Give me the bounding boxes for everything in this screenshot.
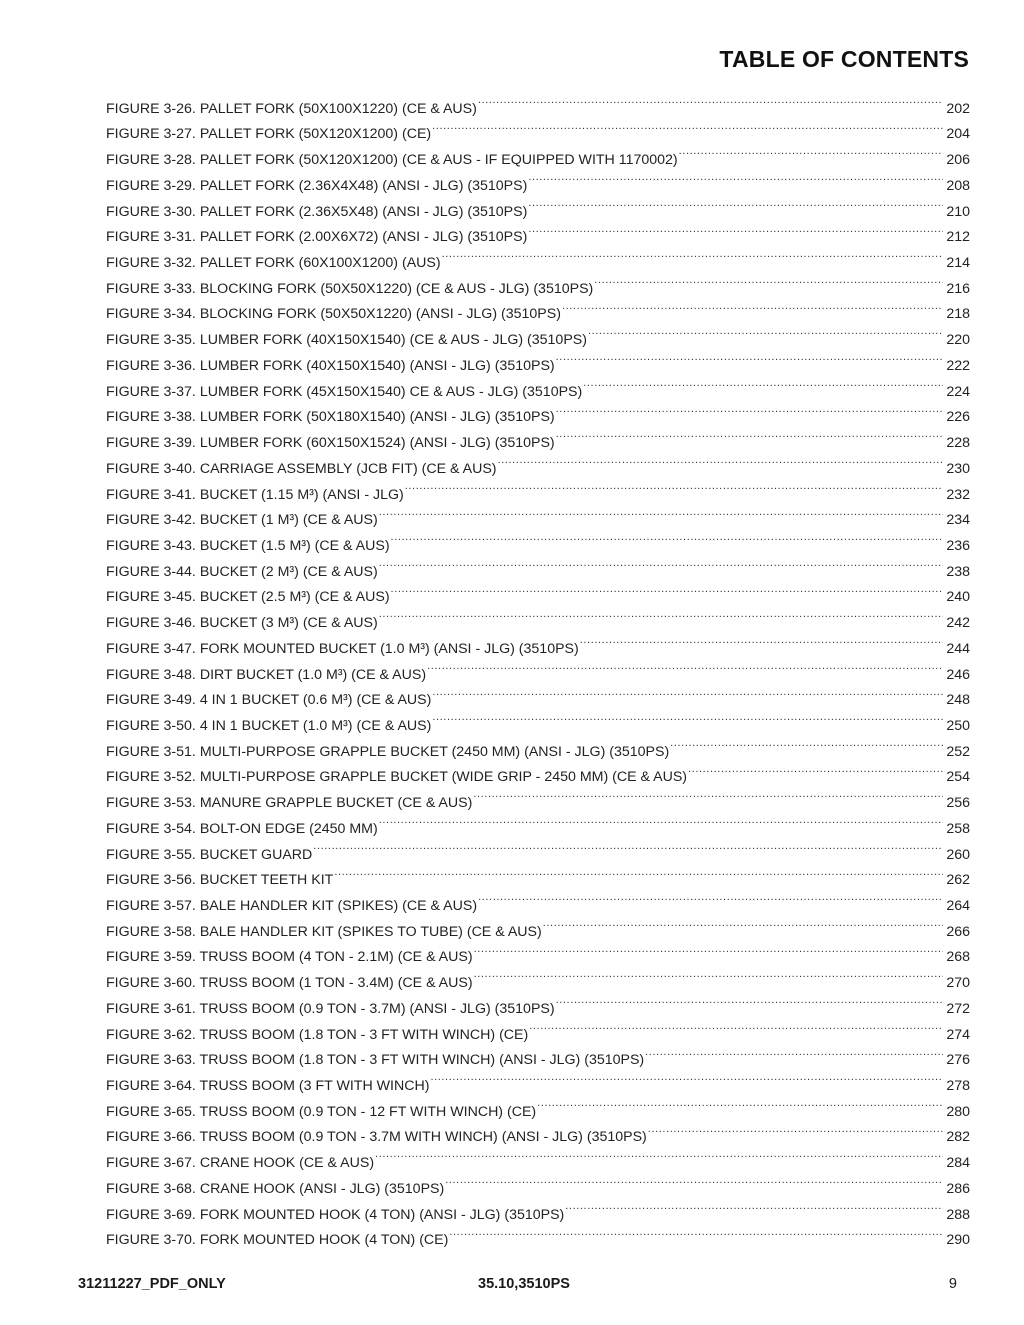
toc-entry-page-number: 274 <box>946 1026 970 1043</box>
toc-entry-page-number: 236 <box>946 537 970 554</box>
toc-entry-title: FIGURE 3-46. BUCKET (3 M³) (CE & AUS) <box>106 615 378 632</box>
toc-entry-page-number: 216 <box>946 280 970 297</box>
toc-entry-title: FIGURE 3-38. LUMBER FORK (50X180X1540) (ANSI - JLG) (3510PS) <box>106 409 555 426</box>
toc-entry-page-number: 260 <box>946 846 970 863</box>
toc-entry-title: FIGURE 3-51. MULTI-PURPOSE GRAPPLE BUCKET (2450 MM) (ANSI - JLG) (3510PS) <box>106 743 670 760</box>
toc-entry-page-number: 228 <box>946 435 970 452</box>
dot-leader <box>391 576 944 602</box>
toc-entry-page-number: 224 <box>946 383 970 400</box>
toc-entry-page-number: 240 <box>946 589 970 606</box>
dot-leader <box>442 241 944 267</box>
toc-entry-page-number: 218 <box>946 306 970 323</box>
dot-leader <box>556 344 944 370</box>
toc-entry-title: FIGURE 3-57. BALE HANDLER KIT (SPIKES) (CE & AUS) <box>106 898 478 914</box>
dot-leader <box>529 1013 943 1039</box>
dot-leader <box>648 1116 944 1142</box>
dot-leader <box>537 1090 943 1116</box>
dot-leader <box>474 936 944 962</box>
toc-entry-title: FIGURE 3-34. BLOCKING FORK (50X50X1220) (ANSI - JLG) (3510PS) <box>106 306 561 323</box>
toc-entry-title: FIGURE 3-68. CRANE HOOK (ANSI - JLG) (3510PS) <box>106 1180 445 1197</box>
dot-leader <box>679 138 944 164</box>
toc-entry-title: FIGURE 3-26. PALLET FORK (50X100X1220) (CE & AUS) <box>106 100 477 117</box>
toc-entry-page-number: 258 <box>946 820 970 837</box>
dot-leader <box>375 1141 943 1167</box>
toc-entry-title: FIGURE 3-48. DIRT BUCKET (1.0 M³) (CE & AUS) <box>106 666 427 683</box>
toc-entry-page-number: 264 <box>946 898 970 914</box>
toc-entry-title: FIGURE 3-40. CARRIAGE ASSEMBLY (JCB FIT) (CE & AUS) <box>106 460 497 477</box>
dot-leader <box>594 267 943 293</box>
toc-entry-title: FIGURE 3-49. 4 IN 1 BUCKET (0.6 M³) (CE & AUS) <box>106 692 432 709</box>
toc-entry-page-number: 262 <box>946 872 970 889</box>
toc-entry-title: FIGURE 3-50. 4 IN 1 BUCKET (1.0 M³) (CE & AUS) <box>106 717 432 734</box>
dot-leader <box>528 190 943 216</box>
dot-leader <box>313 833 943 859</box>
toc-entry-page-number: 252 <box>946 743 970 760</box>
toc-entry-title: FIGURE 3-65. TRUSS BOOM (0.9 TON - 12 FT WITH WINCH) (CE) <box>106 1103 537 1120</box>
dot-leader <box>543 910 944 936</box>
toc-entry-page-number: 222 <box>946 357 970 374</box>
toc-entry-page-number: 270 <box>946 975 970 992</box>
toc-entry-title: FIGURE 3-45. BUCKET (2.5 M³) (CE & AUS) <box>106 589 390 606</box>
toc-entry-page-number: 278 <box>946 1078 970 1095</box>
toc-entry-page-number: 244 <box>946 640 970 657</box>
dot-leader <box>474 961 944 987</box>
toc-entry-title: FIGURE 3-27. PALLET FORK (50X120X1200) (CE) <box>106 126 432 143</box>
dot-leader <box>334 859 943 885</box>
toc-entry-title: FIGURE 3-33. BLOCKING FORK (50X50X1220) (CE & AUS - JLG) (3510PS) <box>106 280 594 297</box>
dot-leader <box>379 601 944 627</box>
dot-leader <box>427 653 943 679</box>
toc-entry-title: FIGURE 3-63. TRUSS BOOM (1.8 TON - 3 FT WITH WINCH) (ANSI - JLG) (3510PS) <box>106 1052 645 1069</box>
toc-entry-page-number: 226 <box>946 409 970 426</box>
toc-entry-page-number: 208 <box>946 177 970 194</box>
toc-entry-title: FIGURE 3-44. BUCKET (2 M³) (CE & AUS) <box>106 563 378 580</box>
toc-entry-title: FIGURE 3-66. TRUSS BOOM (0.9 TON - 3.7M WITH WINCH) (ANSI - JLG) (3510PS) <box>106 1129 647 1146</box>
toc-entry-page-number: 214 <box>946 255 970 272</box>
toc-entry-page-number: 284 <box>946 1155 970 1172</box>
dot-leader <box>670 730 943 756</box>
toc-entry-title: FIGURE 3-52. MULTI-PURPOSE GRAPPLE BUCKET (WIDE GRIP - 2450 MM) (CE & AUS) <box>106 769 688 786</box>
toc-entry-title: FIGURE 3-35. LUMBER FORK (40X150X1540) (CE & AUS - JLG) (3510PS) <box>106 332 587 349</box>
toc-entry-title: FIGURE 3-47. FORK MOUNTED BUCKET (1.0 M³) (ANSI - JLG) (3510PS) <box>106 640 579 657</box>
toc-entry-title: FIGURE 3-28. PALLET FORK (50X120X1200) (CE & AUS - IF EQUIPPED WITH 1170002) <box>106 152 678 169</box>
toc-entry-title: FIGURE 3-37. LUMBER FORK (45X150X1540) CE & AUS - JLG) (3510PS) <box>106 383 583 400</box>
dot-leader <box>556 987 944 1013</box>
toc-entry-page-number: 266 <box>946 923 970 940</box>
toc-entry-page-number: 246 <box>946 666 970 683</box>
dot-leader <box>498 447 944 473</box>
dot-leader <box>562 293 943 319</box>
dot-leader <box>379 807 944 833</box>
toc-entry-page-number: 242 <box>946 615 970 632</box>
toc-entry-title: FIGURE 3-31. PALLET FORK (2.00X6X72) (ANSI - JLG) (3510PS) <box>106 229 528 246</box>
dot-leader <box>478 884 943 910</box>
footer-document-number: 31211227_PDF_ONLY <box>78 1276 226 1292</box>
dot-leader <box>580 627 944 653</box>
toc-entry-title: FIGURE 3-42. BUCKET (1 M³) (CE & AUS) <box>106 512 378 529</box>
dot-leader <box>645 1039 943 1065</box>
toc-entry-page-number: 204 <box>946 126 970 143</box>
dot-leader <box>379 550 944 576</box>
page-footer <box>0 1276 1024 1296</box>
toc-entry-page-number: 230 <box>946 460 970 477</box>
dot-leader <box>588 318 943 344</box>
toc-entry-page-number: 220 <box>946 332 970 349</box>
toc-entry-page-number: 286 <box>946 1180 970 1197</box>
footer-model-number: 35.10,3510PS <box>478 1276 570 1292</box>
toc-entry-title: FIGURE 3-69. FORK MOUNTED HOOK (4 TON) (ANSI - JLG) (3510PS) <box>106 1206 565 1223</box>
toc-entry-page-number: 282 <box>946 1129 970 1146</box>
dot-leader <box>432 679 943 705</box>
dot-leader <box>391 524 944 550</box>
toc-entry-page-number: 288 <box>946 1206 970 1223</box>
toc-entry-page-number: 238 <box>946 563 970 580</box>
toc-entry-page-number: 250 <box>946 717 970 734</box>
toc-entry-page-number: 206 <box>946 152 970 169</box>
dot-leader <box>405 473 944 499</box>
dot-leader <box>556 396 944 422</box>
toc-entry-page-number: 210 <box>946 203 970 220</box>
toc-entry-title: FIGURE 3-39. LUMBER FORK (60X150X1524) (ANSI - JLG) (3510PS) <box>106 435 555 452</box>
toc-entry-title: FIGURE 3-54. BOLT-ON EDGE (2450 MM) <box>106 820 378 837</box>
toc-entry-title: FIGURE 3-64. TRUSS BOOM (3 FT WITH WINCH) <box>106 1078 430 1095</box>
dot-leader <box>445 1167 943 1193</box>
toc-entry-title: FIGURE 3-58. BALE HANDLER KIT (SPIKES TO TUBE) (CE & AUS) <box>106 923 542 940</box>
dot-leader <box>473 781 943 807</box>
footer-page-number: 9 <box>948 1276 957 1292</box>
toc-entry-title: FIGURE 3-53. MANURE GRAPPLE BUCKET (CE & AUS) <box>106 795 473 812</box>
toc-entry-page-number: 276 <box>946 1052 970 1069</box>
dot-leader <box>688 756 943 782</box>
toc-entry-title: FIGURE 3-41. BUCKET (1.15 M³) (ANSI - JLG) <box>106 486 404 503</box>
dot-leader <box>379 499 944 525</box>
dot-leader <box>478 87 943 113</box>
dot-leader <box>565 1193 943 1219</box>
page-title: TABLE OF CONTENTS <box>719 46 969 72</box>
toc-entry-page-number: 248 <box>946 692 970 709</box>
toc-entry-title: FIGURE 3-67. CRANE HOOK (CE & AUS) <box>106 1155 375 1172</box>
toc-entry-page-number: 202 <box>946 100 970 117</box>
dot-leader <box>556 421 944 447</box>
dot-leader <box>449 1219 943 1245</box>
toc-entry-page-number: 272 <box>946 1000 970 1017</box>
toc-entry-title: FIGURE 3-70. FORK MOUNTED HOOK (4 TON) (CE) <box>106 1232 449 1249</box>
dot-leader <box>583 370 943 396</box>
toc-entry-title: FIGURE 3-60. TRUSS BOOM (1 TON - 3.4M) (CE & AUS) <box>106 975 473 992</box>
dot-leader <box>528 164 943 190</box>
toc-entry[interactable] <box>106 87 970 117</box>
toc-entry-title: FIGURE 3-32. PALLET FORK (60X100X1200) (AUS) <box>106 255 441 272</box>
toc-entry-page-number: 256 <box>946 795 970 812</box>
toc-entry-page-number: 232 <box>946 486 970 503</box>
toc-entry-title: FIGURE 3-59. TRUSS BOOM (4 TON - 2.1M) (CE & AUS) <box>106 949 473 966</box>
toc-list <box>106 87 970 1249</box>
toc-entry-page-number: 290 <box>946 1232 970 1249</box>
toc-entry-title: FIGURE 3-55. BUCKET GUARD <box>106 846 313 863</box>
toc-entry-page-number: 254 <box>946 769 970 786</box>
toc-entry-page-number: 280 <box>946 1103 970 1120</box>
toc-entry-title: FIGURE 3-29. PALLET FORK (2.36X4X48) (ANSI - JLG) (3510PS) <box>106 177 528 194</box>
toc-entry-title: FIGURE 3-36. LUMBER FORK (40X150X1540) (ANSI - JLG) (3510PS) <box>106 357 555 374</box>
toc-entry-title: FIGURE 3-43. BUCKET (1.5 M³) (CE & AUS) <box>106 537 390 554</box>
toc-entry-page-number: 212 <box>946 229 970 246</box>
toc-entry-title: FIGURE 3-61. TRUSS BOOM (0.9 TON - 3.7M) (ANSI - JLG) (3510PS) <box>106 1000 555 1017</box>
dot-leader <box>432 704 943 730</box>
toc-entry-page-number: 268 <box>946 949 970 966</box>
toc-entry-title: FIGURE 3-56. BUCKET TEETH KIT <box>106 872 334 889</box>
dot-leader <box>430 1064 943 1090</box>
toc-entry-page-number: 234 <box>946 512 970 529</box>
toc-entry-title: FIGURE 3-62. TRUSS BOOM (1.8 TON - 3 FT WITH WINCH) (CE) <box>106 1026 529 1043</box>
dot-leader <box>528 216 943 242</box>
toc-entry-title: FIGURE 3-30. PALLET FORK (2.36X5X48) (ANSI - JLG) (3510PS) <box>106 203 528 220</box>
dot-leader <box>432 113 943 139</box>
